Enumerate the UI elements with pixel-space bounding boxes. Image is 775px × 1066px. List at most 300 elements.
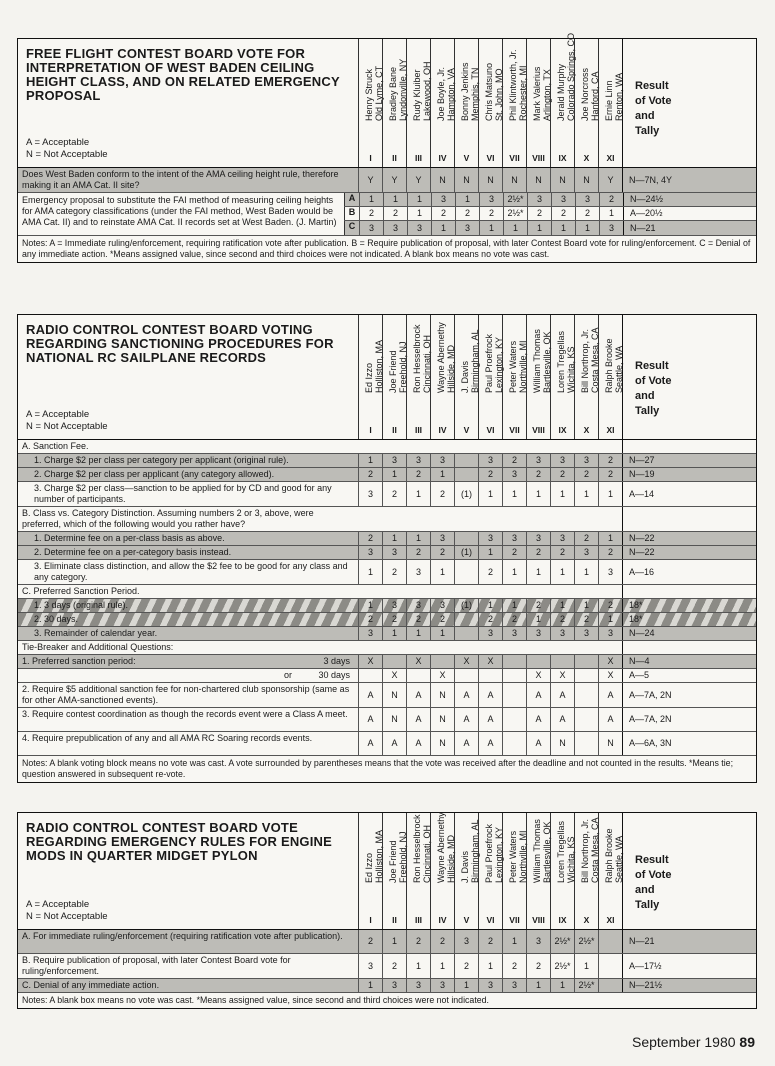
row-label: 1. Charge $2 per class per category per applicant (original rule). [34, 455, 289, 465]
vote-cell: Y [406, 168, 430, 192]
vote-cell: 1 [358, 599, 382, 612]
table-row [344, 221, 756, 235]
legend: A = Acceptable N = Not Acceptable [26, 137, 108, 160]
member-column [598, 315, 622, 439]
vote-cell: 3 [431, 193, 455, 206]
table-row [18, 440, 756, 454]
vote-cell: 2 [574, 532, 598, 545]
member-number: III [414, 425, 423, 435]
result-cell: N—27 [622, 454, 756, 467]
member-name: Paul Proefrock [483, 333, 494, 393]
vote-cell: 1 [526, 482, 550, 506]
table-row [18, 507, 756, 532]
vote-cell [574, 683, 598, 707]
result-cell: A—7A, 2N [622, 708, 756, 731]
vote-cell: 3 [358, 482, 382, 506]
vote-cell: 3 [454, 930, 478, 953]
vote-cell: 1 [478, 599, 502, 612]
vote-cell: 2½* [503, 193, 527, 206]
vote-cell: X [598, 655, 622, 668]
vote-cell: 3 [527, 193, 551, 206]
vote-cell: 3 [479, 193, 503, 206]
issue-date: September 1980 [632, 1034, 736, 1050]
vote-cell: 1 [574, 560, 598, 584]
member-number: VII [509, 153, 520, 163]
page-number: 89 [739, 1034, 755, 1050]
member-number: X [583, 425, 590, 435]
vote-cell: A [454, 683, 478, 707]
member-number: V [463, 153, 470, 163]
table-row [18, 599, 756, 613]
row-label: A. Sanction Fee. [22, 441, 89, 451]
member-column [598, 813, 622, 929]
member-location: Northville, MI [517, 830, 528, 883]
vote-cell: 2 [430, 930, 454, 953]
vote-cell: 2 [527, 207, 551, 220]
vote-cell: 1 [550, 560, 574, 584]
vote-cell: A [406, 708, 430, 731]
member-number: VI [486, 425, 495, 435]
result-cell: N—24 [622, 627, 756, 640]
row-label: 3. Charge $2 per class—sanction to be applied for by CD and good for any number of participants. [34, 483, 332, 504]
member-name: Ralph Brooke [603, 338, 614, 393]
member-column [574, 315, 598, 439]
member-number: VI [486, 153, 495, 163]
vote-cell: 2 [479, 207, 503, 220]
vote-cell: N [454, 168, 478, 192]
vote-cell: 1 [574, 599, 598, 612]
member-location: Wichita, KS [565, 836, 576, 883]
member-location: Costa Mesa, CA [589, 327, 600, 393]
row-label: C. Preferred Sanction Period. [22, 586, 140, 596]
member-location: Lexington, KY [493, 826, 504, 883]
table-row [18, 454, 756, 468]
vote-cell: 2½* [550, 954, 574, 978]
vote-cell: 1 [598, 613, 622, 626]
member-location: Bartlesville, OK [541, 821, 552, 883]
table-title: FREE FLIGHT CONTEST BOARD VOTE FOR INTERPRETATION OF WEST BADEN CEILING HEIGHT CLASS, AND ON RELATED EMERGENCY PROPOSAL [26, 46, 340, 103]
vote-cell: 2 [382, 482, 406, 506]
vote-cell: 1 [359, 193, 383, 206]
vote-cell: 1 [382, 930, 406, 953]
option-key: B [344, 207, 359, 220]
vote-cell: 1 [431, 221, 455, 235]
member-location: Wichita, KS [565, 346, 576, 393]
table-notes: Notes: A blank voting block means no vote was cast. A vote surrounded by parentheses means that the vote was received after the deadline and not counted in the results. *Means tie; question answered in subsequent re-vote. [22, 758, 734, 779]
result-cell [622, 507, 756, 531]
member-name: Peter Waters [507, 830, 518, 883]
vote-cell [502, 732, 526, 755]
vote-cell [574, 669, 598, 682]
member-column [526, 315, 550, 439]
vote-cell: 2 [358, 468, 382, 481]
vote-cell: 1 [479, 221, 503, 235]
member-number: VIII [532, 425, 545, 435]
vote-cell: A [382, 732, 406, 755]
result-cell [622, 585, 756, 598]
table-row [18, 560, 756, 585]
vote-cell [502, 708, 526, 731]
vote-cell: N [430, 168, 454, 192]
member-number: IV [438, 425, 447, 435]
option-label: 3 days [323, 656, 350, 666]
table-row [18, 585, 756, 599]
vote-cell: A [526, 708, 550, 731]
table-row [18, 655, 756, 669]
member-name: William Thomas [531, 329, 542, 393]
vote-cell: 1 [358, 560, 382, 584]
vote-cell: 1 [550, 482, 574, 506]
row-label: 2. Charge $2 per class per applicant (any category allowed). [34, 469, 275, 479]
vote-cell: A [550, 683, 574, 707]
vote-cell: N [478, 168, 502, 192]
vote-cell: 2 [526, 468, 550, 481]
vote-cell: 1 [430, 560, 454, 584]
vote-cell: 3 [406, 979, 430, 992]
member-name: Bill Northrop, Jr. [579, 818, 590, 883]
result-cell: A—14 [622, 482, 756, 506]
member-number: I [369, 153, 372, 163]
result-cell: N—7N, 4Y [622, 168, 756, 192]
vote-cell: 1 [502, 482, 526, 506]
member-number: VII [509, 915, 520, 925]
result-cell [622, 641, 756, 654]
vote-cell: 3 [526, 532, 550, 545]
vote-cell [454, 468, 478, 481]
table-row [18, 641, 756, 655]
member-location: Lakewood, OH [421, 61, 432, 121]
vote-cell: A [406, 683, 430, 707]
vote-cell: N [382, 708, 406, 731]
vote-cell: A [406, 732, 430, 755]
vote-cell: Y [598, 168, 622, 192]
row-label: C. Denial of any immediate action. [22, 980, 160, 990]
vote-cell: 1 [407, 193, 431, 206]
vote-cell: 2 [382, 613, 406, 626]
vote-cell [574, 732, 598, 755]
result-header: Result of Vote and Tally [622, 813, 756, 929]
vote-cell: 2 [358, 930, 382, 953]
member-location: Arlington, TX [541, 69, 552, 121]
member-column [526, 39, 550, 167]
member-location: Holliston, MA [373, 339, 384, 393]
table-row [18, 546, 756, 560]
vote-cell: 3 [430, 979, 454, 992]
vote-cell: 2 [599, 193, 623, 206]
vote-cell: X [430, 669, 454, 682]
member-name: Wayne Abernethy [435, 322, 446, 393]
member-location: Rochester, MI [517, 65, 528, 121]
vote-cell: X [406, 655, 430, 668]
vote-cell: 2½* [574, 979, 598, 992]
member-number: III [414, 153, 423, 163]
vote-cell: 3 [430, 532, 454, 545]
vote-cell: 2 [526, 599, 550, 612]
vote-cell: 2 [358, 613, 382, 626]
vote-cell: 3 [358, 954, 382, 978]
table-title: RADIO CONTROL CONTEST BOARD VOTING REGARDING SANCTIONING PROCEDURES FOR NATIONAL RC SAILPLANE RECORDS [26, 322, 334, 365]
member-column [502, 813, 526, 929]
member-location: Lyndonville, NY [397, 58, 408, 121]
vote-cell: 2 [478, 468, 502, 481]
result-cell: N—21½ [622, 979, 756, 992]
member-name: Joe Friend [387, 350, 398, 393]
member-name: Ron Hesselbrock [411, 814, 422, 883]
question-label: Does West Baden conform to the intent of the AMA ceiling height rule, therefore making it an AMA Cat. II site? [22, 169, 339, 190]
table-row [18, 468, 756, 482]
vote-cell [382, 655, 406, 668]
vote-cell [454, 454, 478, 467]
vote-cell: N [574, 168, 598, 192]
vote-cell: 1 [430, 627, 454, 640]
member-number: II [392, 425, 397, 435]
vote-cell: 2 [358, 532, 382, 545]
row-label: A. For immediate ruling/enforcement (requiring ratification vote after publication). [22, 931, 343, 941]
member-number: XI [606, 153, 615, 163]
vote-cell: A [358, 732, 382, 755]
member-location: Costa Mesa, CA [589, 817, 600, 883]
result-cell: A—5 [622, 669, 756, 682]
table-notes: Notes: A blank box means no vote was cast. *Means assigned value, since second and third choices were not indicated. [22, 995, 489, 1005]
free-flight-vote-table [17, 32, 757, 263]
vote-cell: 3 [526, 454, 550, 467]
result-cell: 18* [622, 599, 756, 612]
quarter-midget-pylon-vote-table [17, 812, 757, 1009]
vote-cell: 1 [406, 482, 430, 506]
result-cell: N—19 [622, 468, 756, 481]
vote-cell: 1 [551, 221, 575, 235]
vote-cell: N [382, 683, 406, 707]
vote-cell: 2 [526, 546, 550, 559]
vote-cell: 3 [574, 454, 598, 467]
member-number: IX [558, 915, 567, 925]
member-column [406, 813, 430, 929]
member-location: Cincinnati, OH [421, 824, 432, 883]
table-notes: Notes: A = Immediate ruling/enforcement, requiring ratification vote after publication. B = Require publication of proposal, with later Contest Board vote for ruling/enforcement. C = Denial of any immediate action. *Means assigned value, since second and third choices were not indicated. A blank box means no vote was cast. [22, 238, 751, 259]
member-column [382, 813, 406, 929]
member-number: III [414, 915, 423, 925]
option-key: A [344, 193, 359, 206]
vote-cell: N [526, 168, 550, 192]
vote-cell [454, 627, 478, 640]
member-number: VI [486, 915, 495, 925]
table-body [18, 930, 756, 1008]
legend: A = Acceptable N = Not Acceptable [26, 899, 108, 922]
vote-cell: 2 [359, 207, 383, 220]
vote-cell: 3 [407, 221, 431, 235]
vote-cell: 2 [575, 207, 599, 220]
member-column [598, 39, 622, 167]
vote-cell: 2 [551, 207, 575, 220]
or-label: or [284, 670, 293, 680]
vote-cell [502, 683, 526, 707]
vote-cell: 3 [574, 627, 598, 640]
member-name: Peter Waters [507, 340, 518, 393]
vote-cell: 1 [599, 207, 623, 220]
vote-cell: 3 [406, 454, 430, 467]
member-location: Seattle, WA [613, 345, 624, 393]
vote-cell: A [358, 708, 382, 731]
vote-cell: 2 [598, 454, 622, 467]
member-name: Bill Northrop, Jr. [579, 328, 590, 393]
vote-cell [454, 669, 478, 682]
member-columns [358, 315, 622, 439]
member-column [502, 315, 526, 439]
vote-cell: 2 [478, 560, 502, 584]
vote-cell: 1 [526, 979, 550, 992]
vote-cell: 3 [502, 468, 526, 481]
vote-cell: 1 [502, 599, 526, 612]
result-cell: N—22 [622, 546, 756, 559]
vote-cell: 1 [430, 954, 454, 978]
member-location: Freehold, NJ [397, 341, 408, 393]
option-label: 30 days [318, 670, 350, 680]
table-row [344, 193, 756, 207]
row-label: 2. 30 days. [34, 614, 79, 624]
vote-cell: 1 [478, 546, 502, 559]
member-columns [358, 813, 622, 929]
vote-cell: 2 [430, 613, 454, 626]
member-column [550, 315, 574, 439]
vote-cell: X [454, 655, 478, 668]
member-column [358, 39, 382, 167]
row-label: 1. Preferred sanction period: [22, 656, 136, 666]
row-label: 1. 3 days (original rule). [34, 600, 129, 610]
vote-cell: 1 [358, 979, 382, 992]
member-name: Ron Hesselbrock [411, 324, 422, 393]
vote-cell: 2 [526, 954, 550, 978]
vote-cell: A [598, 683, 622, 707]
result-cell: A—17½ [622, 954, 756, 978]
vote-cell: 2 [574, 468, 598, 481]
member-name: J. Davis [459, 850, 470, 883]
member-number: XI [606, 425, 615, 435]
member-column [406, 39, 430, 167]
vote-cell: 2 [502, 546, 526, 559]
vote-cell: X [478, 655, 502, 668]
vote-cell: 1 [550, 979, 574, 992]
member-column [574, 813, 598, 929]
member-location: Renton, WA [613, 72, 624, 121]
vote-cell: A [526, 732, 550, 755]
member-column [382, 39, 406, 167]
member-name: Chris Matsuno [483, 62, 494, 121]
member-name: Phil Klintworth, Jr. [507, 49, 518, 121]
member-name: Ralph Brooke [603, 828, 614, 883]
vote-cell: Y [382, 168, 406, 192]
member-name: Joe Boyle, Jr. [435, 66, 446, 121]
vote-cell [406, 669, 430, 682]
member-number: X [583, 153, 590, 163]
vote-cell: 1 [502, 560, 526, 584]
vote-cell: 1 [383, 193, 407, 206]
member-name: Bonny Jenkins [459, 62, 470, 121]
table-row [18, 669, 756, 683]
vote-cell: 3 [383, 221, 407, 235]
member-number: I [369, 915, 372, 925]
vote-cell: 3 [502, 979, 526, 992]
vote-cell: 3 [455, 221, 479, 235]
member-name: Loren Tregellas [555, 330, 566, 393]
member-name: Wayne Abernethy [435, 812, 446, 883]
member-name: Paul Proefrock [483, 823, 494, 883]
row-label: Tie-Breaker and Additional Questions: [22, 642, 174, 652]
member-number: II [392, 915, 397, 925]
vote-cell: 1 [598, 482, 622, 506]
vote-cell: 3 [478, 979, 502, 992]
vote-cell: 1 [406, 627, 430, 640]
member-location: Hampton, VA [445, 68, 456, 121]
vote-cell: 3 [574, 546, 598, 559]
member-location: Seattle, WA [613, 835, 624, 883]
vote-cell: (1) [454, 546, 478, 559]
member-column [550, 813, 574, 929]
vote-cell: 3 [526, 930, 550, 953]
member-location: Hanford, CA [589, 71, 600, 121]
row-label: 2. Determine fee on a per-category basis instead. [34, 547, 232, 557]
member-column [454, 315, 478, 439]
member-location: Holliston, MA [373, 829, 384, 883]
vote-cell [574, 655, 598, 668]
vote-cell [478, 669, 502, 682]
vote-cell: 2 [502, 613, 526, 626]
vote-cell: 2 [478, 930, 502, 953]
rc-sailplane-sanction-vote-table [17, 314, 757, 783]
member-location: Lexington, KY [493, 336, 504, 393]
vote-cell: 3 [358, 627, 382, 640]
member-number: V [463, 425, 470, 435]
vote-cell: (1) [454, 599, 478, 612]
table-row [18, 482, 756, 507]
member-name: Mark Valerius [531, 66, 542, 121]
member-number: V [463, 915, 470, 925]
member-number: IX [558, 153, 567, 163]
vote-cell [454, 560, 478, 584]
member-column [430, 315, 454, 439]
table-row [18, 732, 756, 756]
member-number: VIII [532, 153, 545, 163]
vote-cell: 2 [550, 613, 574, 626]
vote-cell: 3 [478, 627, 502, 640]
result-cell: N—22 [622, 532, 756, 545]
vote-cell: 1 [455, 193, 479, 206]
vote-cell: 3 [550, 532, 574, 545]
vote-cell: 2 [406, 613, 430, 626]
member-column [430, 813, 454, 929]
result-cell: 18* [622, 613, 756, 626]
result-cell: A—7A, 2N [622, 683, 756, 707]
vote-cell [502, 669, 526, 682]
vote-cell: 1 [503, 221, 527, 235]
vote-cell: 3 [502, 627, 526, 640]
member-number: IV [438, 915, 447, 925]
table-row [18, 930, 756, 954]
vote-cell: A [358, 683, 382, 707]
member-column [478, 813, 502, 929]
vote-cell: 1 [527, 221, 551, 235]
result-cell: N—21 [622, 930, 756, 953]
vote-cell: 2½* [503, 207, 527, 220]
row-label: 3. Remainder of calendar year. [34, 628, 158, 638]
member-location: Birmingham, AL [469, 819, 480, 883]
member-name: Loren Tregellas [555, 820, 566, 883]
vote-cell [598, 930, 622, 953]
row-label: 1. Determine fee on a per-class basis as above. [34, 533, 225, 543]
row-label: 2. Require $5 additional sanction fee for non-chartered club sponsorship (same as for other AMA-sanctioned events). [22, 684, 350, 705]
vote-cell: 2 [502, 954, 526, 978]
table-title-box [18, 315, 358, 439]
vote-cell: 1 [430, 468, 454, 481]
